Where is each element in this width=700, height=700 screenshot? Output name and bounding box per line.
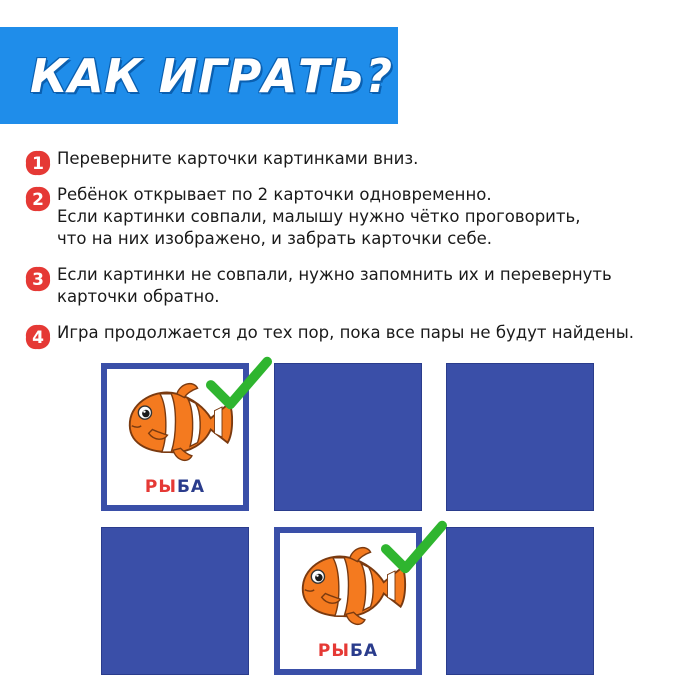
card-label: РЫБА (317, 641, 379, 661)
step-4-text (57, 322, 697, 344)
page-title: КАК ИГРАТЬ? (30, 49, 393, 103)
number-3-badge-icon (23, 264, 53, 294)
svg-text:4: 4 (32, 328, 44, 348)
number-4-badge-icon (23, 322, 53, 352)
step-line: Если картинки не совпали, нужно запомнить их и перевернуть (57, 265, 612, 284)
step-2-text (57, 184, 697, 250)
title-banner (0, 27, 398, 124)
svg-text:3: 3 (32, 270, 44, 290)
memory-card-closed[interactable] (101, 527, 249, 675)
memory-card-closed[interactable] (446, 363, 594, 511)
number-2-badge-icon (23, 184, 53, 214)
memory-card-closed[interactable] (274, 363, 422, 511)
svg-text:1: 1 (32, 154, 44, 174)
step-line: Игра продолжается до тех пор, пока все пары не будут найдены. (57, 323, 635, 342)
checkmark-icon (205, 350, 273, 416)
memory-card-closed[interactable] (446, 527, 594, 675)
step-line: карточки обратно. (57, 287, 220, 306)
card-label: РЫБА (144, 477, 206, 497)
step-1-text (57, 148, 697, 170)
number-1-badge-icon (23, 148, 53, 178)
checkmark-icon (380, 514, 448, 580)
step-line: Ребёнок открывает по 2 карточки одновременно. (57, 185, 492, 204)
step-line: Если картинки совпали, малышу нужно чётко проговорить, (57, 207, 581, 226)
step-line: что на них изображено, и забрать карточки себе. (57, 229, 493, 248)
step-3-text (57, 264, 697, 308)
svg-text:2: 2 (32, 190, 44, 210)
step-line: Переверните карточки картинками вниз. (57, 149, 419, 168)
